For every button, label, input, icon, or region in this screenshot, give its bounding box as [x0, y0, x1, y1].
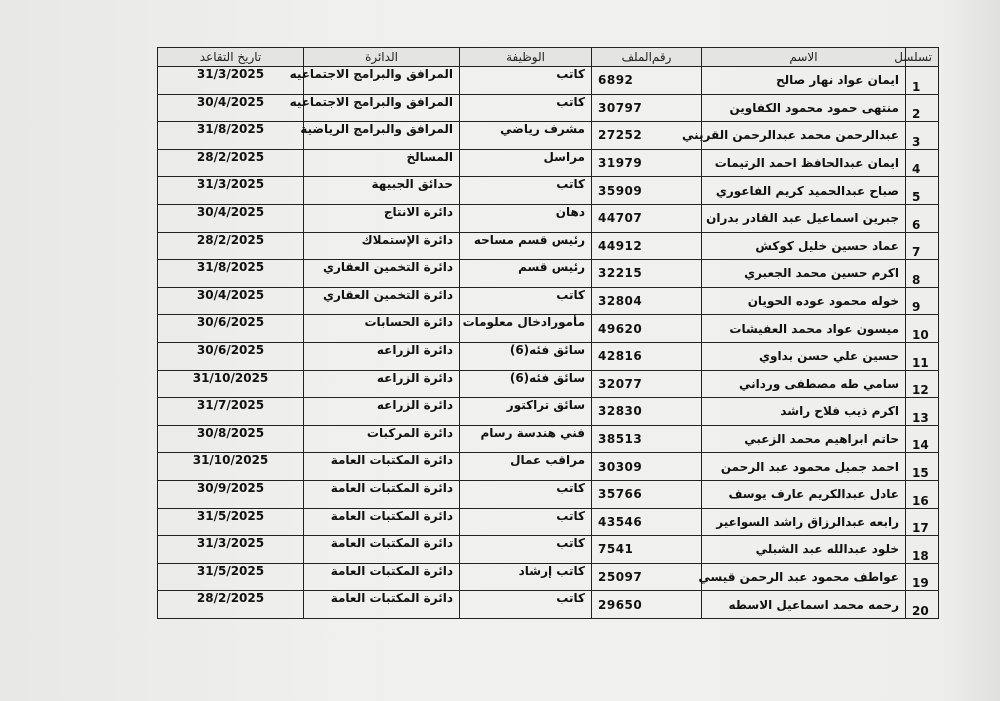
retirement-date-cell: 31/7/2025 [158, 398, 304, 426]
serial-cell: 10 [906, 315, 939, 343]
header-serial: تسلسل [906, 48, 939, 67]
table-row [158, 398, 939, 426]
retirement-date-cell: 30/4/2025 [158, 94, 304, 122]
serial-cell: 2 [906, 94, 939, 122]
job-cell: مراقب عمال [460, 453, 592, 481]
job-cell: سائق تراكتور [460, 398, 592, 426]
name-cell: حسين علي حسن بداوي [702, 342, 906, 370]
department-cell: دائرة الزراعه [304, 370, 460, 398]
page-edge-shadow [940, 0, 1000, 701]
department-cell: المرافق والبرامج الرياضية [304, 122, 460, 150]
file-no-cell: 32830 [592, 398, 702, 426]
file-no-cell: 31979 [592, 149, 702, 177]
serial-cell: 20 [906, 591, 939, 619]
department-cell: المرافق والبرامج الاجتماعيه [304, 67, 460, 95]
retirement-date-cell: 31/3/2025 [158, 177, 304, 205]
file-no-cell: 27252 [592, 122, 702, 150]
department-cell: دائرة المركبات [304, 425, 460, 453]
name-cell: منتهى حمود محمود الكفاوين [702, 94, 906, 122]
retirement-date-cell: 31/3/2025 [158, 67, 304, 95]
table-row [158, 536, 939, 564]
name-cell: احمد جميل محمود عبد الرحمن [702, 453, 906, 481]
retirement-table [157, 47, 939, 619]
department-cell: المرافق والبرامج الاجتماعيه [304, 94, 460, 122]
name-cell: ميسون عواد محمد العفيشات [702, 315, 906, 343]
header-file-no: رقم‌الملف [592, 48, 702, 67]
table-row [158, 315, 939, 343]
table-row [158, 67, 939, 95]
job-cell: مأموراد‌خال معلومات [460, 315, 592, 343]
file-no-cell: 35766 [592, 480, 702, 508]
header-job: الوظيفة [460, 48, 592, 67]
table-row [158, 342, 939, 370]
department-cell: دائرة الحسابات [304, 315, 460, 343]
retirement-date-cell: 30/4/2025 [158, 287, 304, 315]
retirement-date-cell: 28/2/2025 [158, 149, 304, 177]
name-cell: عبدالرحمن محمد عبدالرحمن القريني [702, 122, 906, 150]
job-cell: كاتب [460, 480, 592, 508]
serial-cell: 13 [906, 398, 939, 426]
job-cell: كاتب [460, 536, 592, 564]
retirement-date-cell: 31/10/2025 [158, 453, 304, 481]
table-row [158, 232, 939, 260]
file-no-cell: 44707 [592, 204, 702, 232]
name-cell: رابعه عبدالرزاق راشد السواعير [702, 508, 906, 536]
retirement-date-cell: 30/8/2025 [158, 425, 304, 453]
serial-cell: 9 [906, 287, 939, 315]
job-cell: فني هندسة رسام [460, 425, 592, 453]
file-no-cell: 7541 [592, 536, 702, 564]
file-no-cell: 32077 [592, 370, 702, 398]
retirement-date-cell: 31/8/2025 [158, 122, 304, 150]
serial-cell: 5 [906, 177, 939, 205]
table-row [158, 508, 939, 536]
job-cell: رئيس قسم [460, 260, 592, 288]
table-row [158, 287, 939, 315]
header-department: الدائرة [304, 48, 460, 67]
department-cell: دائرة التخمين العقاري [304, 260, 460, 288]
table-row [158, 370, 939, 398]
job-cell: كاتب [460, 591, 592, 619]
table-row [158, 425, 939, 453]
job-cell: دهان [460, 204, 592, 232]
retirement-date-cell: 31/8/2025 [158, 260, 304, 288]
retirement-date-cell: 31/5/2025 [158, 508, 304, 536]
department-cell: دائرة المكتبات العامة [304, 563, 460, 591]
retirement-date-cell: 30/4/2025 [158, 204, 304, 232]
retirement-date-cell: 28/2/2025 [158, 232, 304, 260]
serial-cell: 6 [906, 204, 939, 232]
name-cell: سامي طه مصطفى ورداني [702, 370, 906, 398]
serial-cell: 15 [906, 453, 939, 481]
retirement-date-cell: 31/5/2025 [158, 563, 304, 591]
name-cell: خلود عبدالله عبد الشبلي [702, 536, 906, 564]
serial-cell: 1 [906, 67, 939, 95]
serial-cell: 11 [906, 342, 939, 370]
file-no-cell: 49620 [592, 315, 702, 343]
department-cell: دائرة المكتبات العامة [304, 480, 460, 508]
table-row [158, 177, 939, 205]
job-cell: سائق فئه(6) [460, 342, 592, 370]
name-cell: ايمان عواد نهار صالح [702, 67, 906, 95]
retirement-date-cell: 31/10/2025 [158, 370, 304, 398]
name-cell: عواطف محمود عبد الرحمن قيسي [702, 563, 906, 591]
file-no-cell: 30309 [592, 453, 702, 481]
serial-cell: 19 [906, 563, 939, 591]
job-cell: كاتب [460, 508, 592, 536]
table-row [158, 453, 939, 481]
file-no-cell: 32215 [592, 260, 702, 288]
retirement-date-cell: 30/9/2025 [158, 480, 304, 508]
department-cell: دائرة الإستملاك [304, 232, 460, 260]
name-cell: رحمه محمد اسماعيل الاسطه [702, 591, 906, 619]
retirement-date-cell: 30/6/2025 [158, 342, 304, 370]
file-no-cell: 42816 [592, 342, 702, 370]
department-cell: دائرة المكتبات العامة [304, 508, 460, 536]
name-cell: ايمان عبدالحافظ احمد الرتيمات [702, 149, 906, 177]
serial-cell: 12 [906, 370, 939, 398]
job-cell: مشرف رياضي [460, 122, 592, 150]
header-retirement-date: تاريخ التقاعد [158, 48, 304, 67]
name-cell: جبرين اسماعيل عبد القادر بدران [702, 204, 906, 232]
name-cell: عماد حسين خليل كوكش [702, 232, 906, 260]
serial-cell: 18 [906, 536, 939, 564]
department-cell: المسالخ [304, 149, 460, 177]
file-no-cell: 32804 [592, 287, 702, 315]
job-cell: كاتب [460, 94, 592, 122]
department-cell: دائرة المكتبات العامة [304, 453, 460, 481]
retirement-date-cell: 31/3/2025 [158, 536, 304, 564]
header-name: الاسم [702, 48, 906, 67]
department-cell: دائرة المكتبات العامة [304, 591, 460, 619]
serial-cell: 3 [906, 122, 939, 150]
file-no-cell: 30797 [592, 94, 702, 122]
table-row [158, 563, 939, 591]
job-cell: سائق فئه(6) [460, 370, 592, 398]
name-cell: حاتم ابراهيم محمد الزعبي [702, 425, 906, 453]
file-no-cell: 29650 [592, 591, 702, 619]
department-cell: دائرة الزراعه [304, 398, 460, 426]
job-cell: كاتب إرشاد [460, 563, 592, 591]
name-cell: خوله محمود عوده الحويان [702, 287, 906, 315]
table-body [158, 67, 939, 619]
file-no-cell: 25097 [592, 563, 702, 591]
job-cell: كاتب [460, 67, 592, 95]
job-cell: رئيس قسم مساحه [460, 232, 592, 260]
retirement-date-cell: 28/2/2025 [158, 591, 304, 619]
name-cell: صباح عبدالحميد كريم الفاعوري [702, 177, 906, 205]
job-cell: كاتب [460, 287, 592, 315]
serial-cell: 4 [906, 149, 939, 177]
job-cell: كاتب [460, 177, 592, 205]
job-cell: مراسل [460, 149, 592, 177]
name-cell: اكرم حسين محمد الجعبري [702, 260, 906, 288]
table-row [158, 204, 939, 232]
table-row [158, 480, 939, 508]
file-no-cell: 35909 [592, 177, 702, 205]
file-no-cell: 44912 [592, 232, 702, 260]
file-no-cell: 38513 [592, 425, 702, 453]
name-cell: اكرم ذيب فلاح راشد [702, 398, 906, 426]
department-cell: دائرة التخمين العقاري [304, 287, 460, 315]
serial-cell: 14 [906, 425, 939, 453]
department-cell: دائرة المكتبات العامة [304, 536, 460, 564]
serial-cell: 7 [906, 232, 939, 260]
retirement-date-cell: 30/6/2025 [158, 315, 304, 343]
table-row [158, 260, 939, 288]
department-cell: دائرة الانتاج [304, 204, 460, 232]
table-row [158, 591, 939, 619]
name-cell: عادل عبدالكريم عارف يوسف [702, 480, 906, 508]
file-no-cell: 43546 [592, 508, 702, 536]
serial-cell: 8 [906, 260, 939, 288]
serial-cell: 16 [906, 480, 939, 508]
table-row [158, 149, 939, 177]
table-header-row [158, 48, 939, 67]
table-row [158, 94, 939, 122]
table-row [158, 122, 939, 150]
file-no-cell: 6892 [592, 67, 702, 95]
department-cell: دائرة الزراعه [304, 342, 460, 370]
department-cell: حدائق الجبيهة [304, 177, 460, 205]
serial-cell: 17 [906, 508, 939, 536]
